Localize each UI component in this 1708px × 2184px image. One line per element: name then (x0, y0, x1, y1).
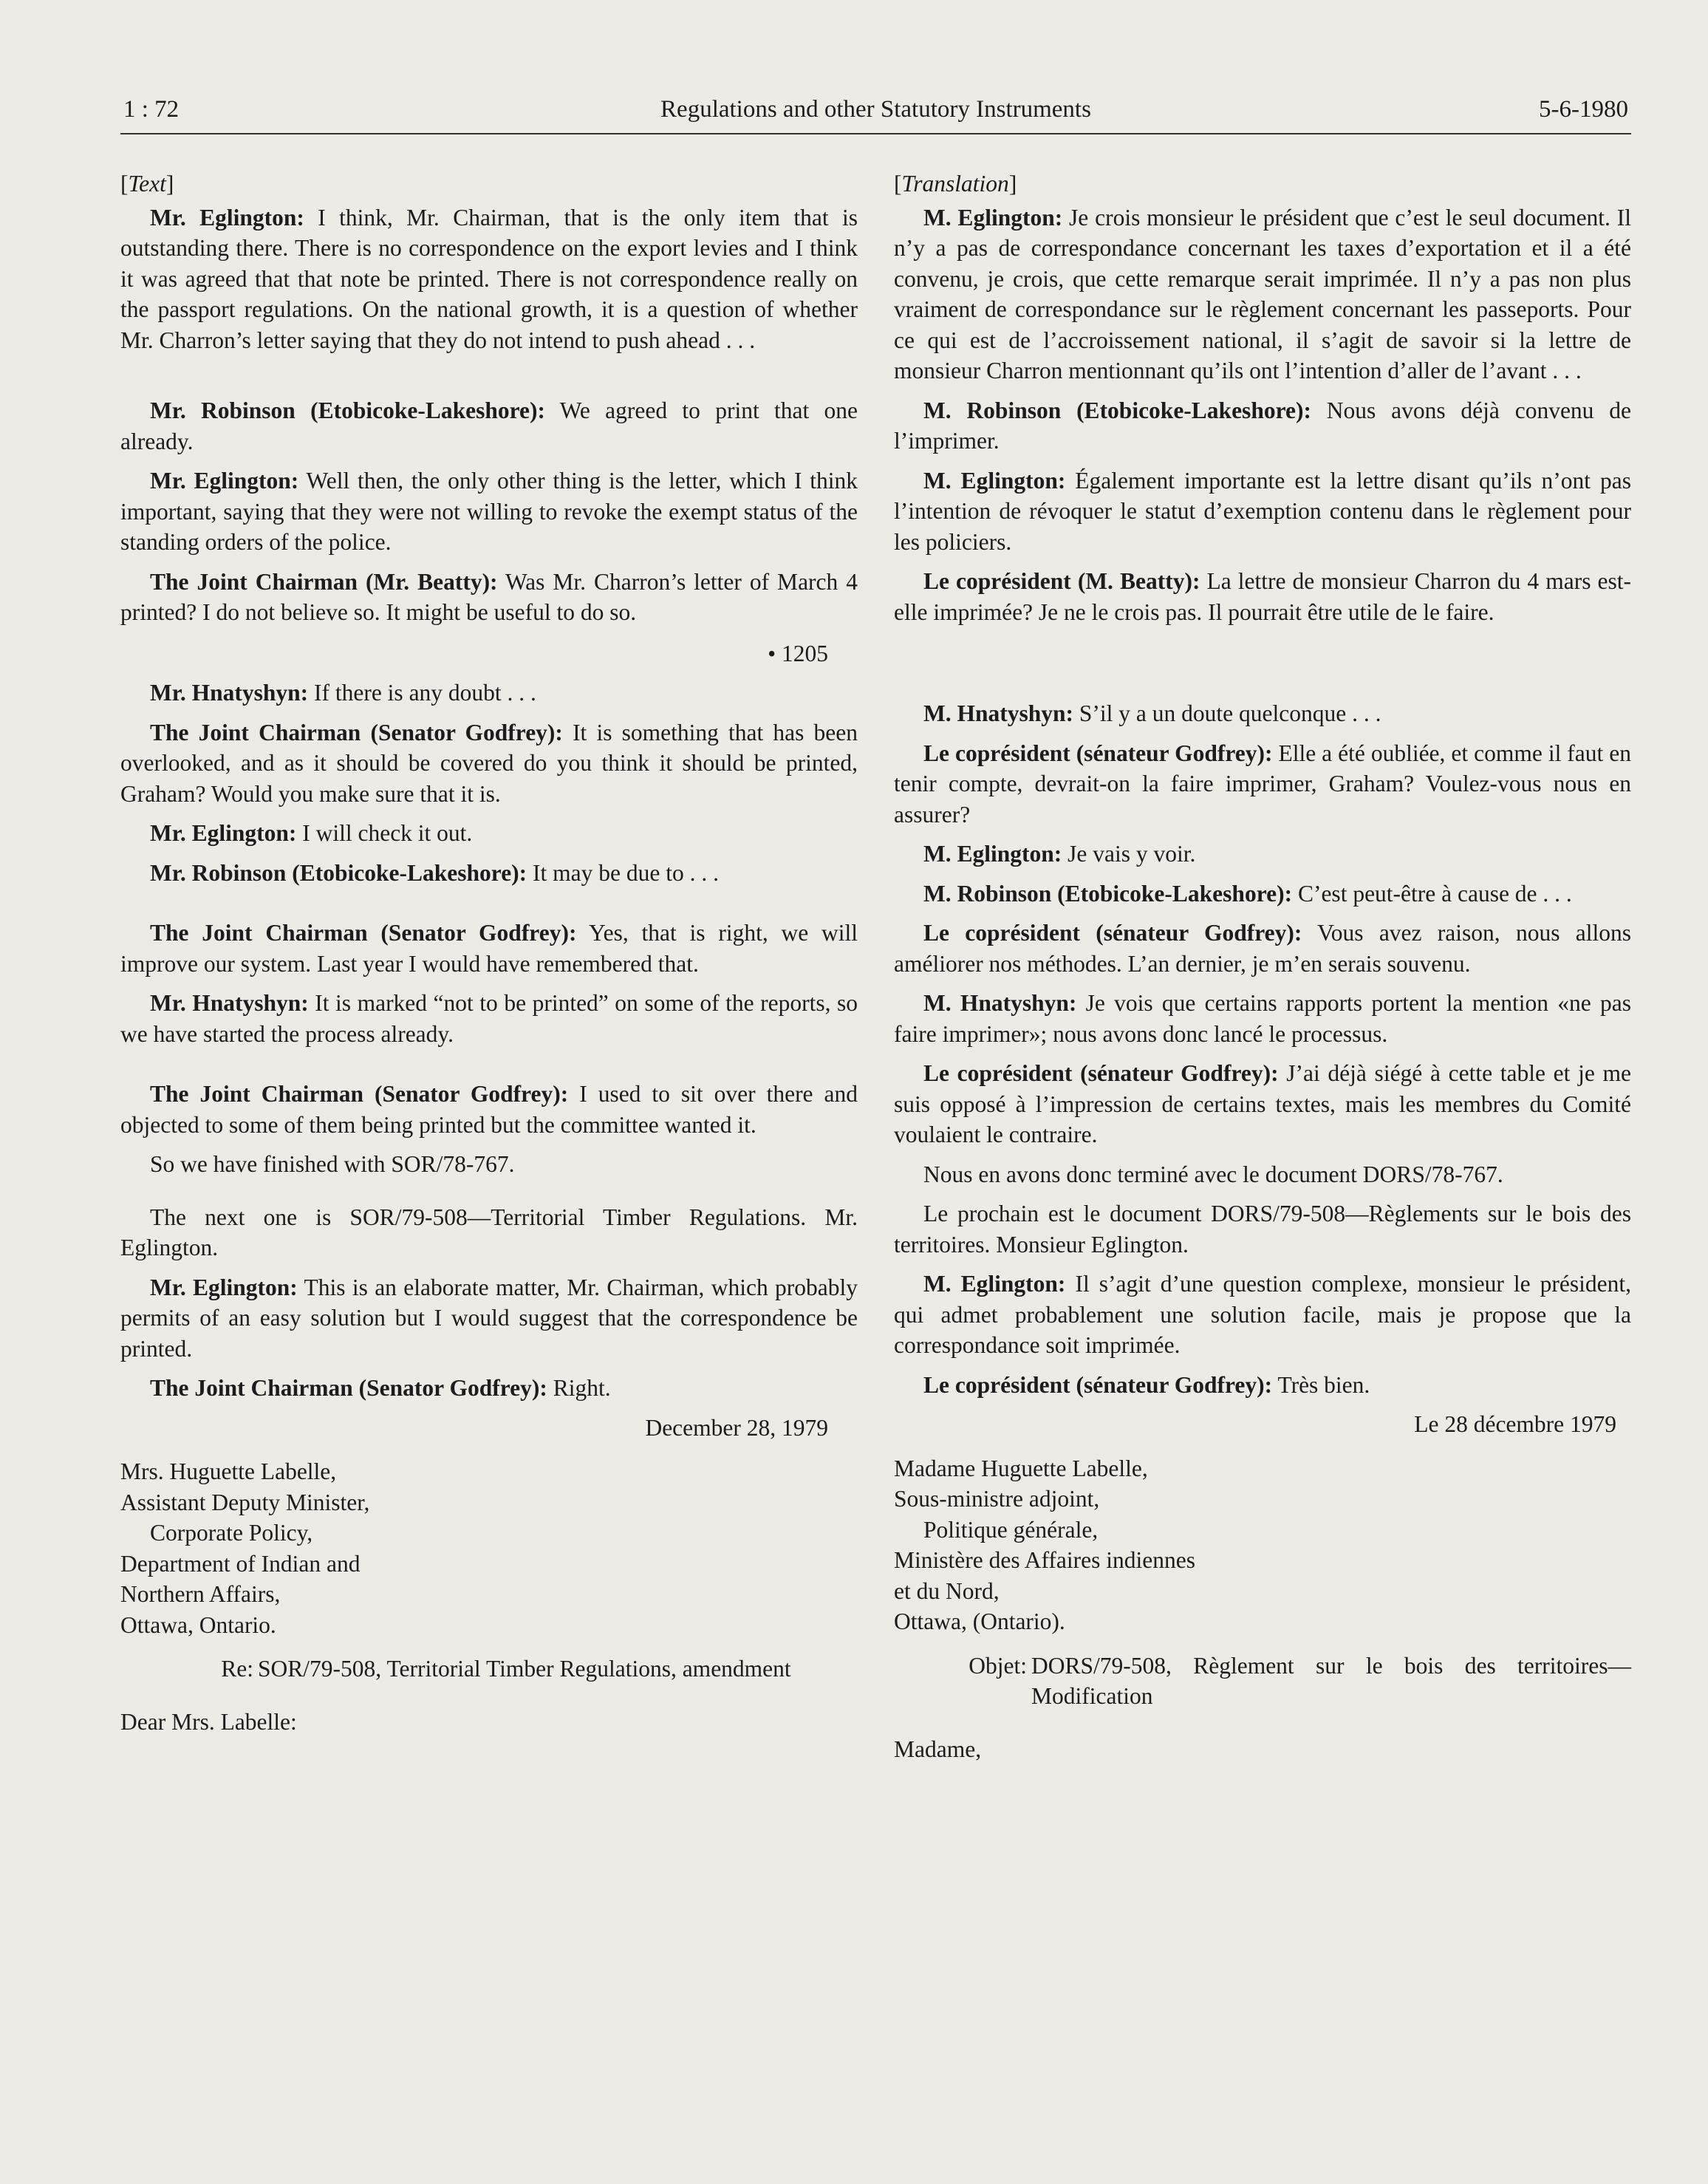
paragraph: The next one is SOR/79-508—Territorial Timber Regulations. Mr. Eglington. (120, 1204, 858, 1260)
speaker: The Joint Chairman (Senator Godfrey): (150, 1375, 547, 1401)
speaker: Mr. Eglington: (150, 204, 304, 231)
address-line: Ottawa, (Ontario). (894, 1608, 1065, 1634)
speaker: Mr. Hnatyshyn: (150, 990, 309, 1016)
page-number: 1 : 72 (123, 96, 180, 123)
letter-address (894, 1453, 1631, 1637)
address-line: Ministère des Affaires indiennes (894, 1547, 1195, 1573)
paragraph (120, 678, 858, 709)
speaker: The Joint Chairman (Senator Godfrey): (150, 1081, 569, 1107)
speech: Was Mr. Charron’s letter of March 4 printed? I do not believe so. It might be useful to do so. (120, 568, 858, 625)
speaker: M. Eglington: (923, 467, 1066, 494)
speaker: Mr. Eglington: (150, 820, 297, 846)
speech: I will check it out. (296, 820, 473, 846)
subject-label: Re: (221, 1656, 253, 1682)
salutation: Madame, (894, 1736, 982, 1762)
speech: It may be due to . . . (527, 859, 719, 886)
speaker: M. Robinson (Etobicoke-Lakeshore): (923, 397, 1311, 423)
speech: We agreed to print that one already. (120, 397, 858, 454)
speaker: The Joint Chairman (Mr. Beatty): (150, 568, 498, 595)
paragraph (894, 1269, 1631, 1361)
speech: Je vais y voir. (1062, 841, 1196, 867)
speech: Yes, that is right, we will improve our system. Last year I would have remembered that. (120, 920, 858, 977)
paragraph (894, 918, 1631, 979)
address-line: Mrs. Huguette Labelle, (120, 1458, 337, 1484)
section-label: [Text] (120, 171, 174, 197)
paragraph (894, 738, 1631, 830)
speech: Il s’agit d’une question complexe, monsieur le président, qui admet probablement une solution facile, mais je propose que la correspondance soit imprimée. (894, 1271, 1631, 1358)
speaker: Mr. Robinson (Etobicoke-Lakeshore): (150, 397, 545, 423)
paragraph (120, 567, 858, 628)
speaker: Le coprésident (sénateur Godfrey): (923, 740, 1273, 766)
timestamp-marker: • 1205 (768, 640, 828, 666)
paragraph (120, 818, 858, 849)
speech: Très bien. (1272, 1371, 1370, 1398)
speaker: Le coprésident (M. Beatty): (923, 568, 1200, 594)
speech: La lettre de monsieur Charron du 4 mars est-elle imprimée? Je ne le crois pas. Il pourrait être utile de le faire. (894, 568, 1631, 625)
speech: I think, Mr. Chairman, that is the only item that is outstanding there. There is no correspondence on the export levies and I think it was agreed that that note be printed. There is not correspondence really on the passport regulations. On the national growth, it is a question of whether Mr. Charron’s letter saying that they do not intend to push ahead . . . (120, 204, 858, 353)
paragraph (120, 1079, 858, 1140)
paragraph (894, 1370, 1631, 1401)
paragraph (894, 698, 1631, 729)
paragraph: So we have finished with SOR/78-767. (150, 1151, 515, 1177)
speaker: M. Hnatyshyn: (923, 700, 1074, 726)
speech: Je vois que certains rapports portent la mention «ne pas faire imprimer»; nous avons donc lancé le processus. (894, 990, 1631, 1047)
letter-subject (894, 1651, 1631, 1712)
address-line: Assistant Deputy Minister, (120, 1489, 370, 1515)
speech: Vous avez raison, nous allons améliorer nos méthodes. L’an dernier, je m’en serais souvenu. (894, 920, 1631, 977)
speech: This is an elaborate matter, Mr. Chairman, which probably permits of an easy solution but I would suggest that the correspondence be printed. (120, 1274, 858, 1362)
speech: Right. (547, 1375, 611, 1401)
speech: Elle a été oubliée, et comme il faut en tenir compte, devrait-on la faire imprimer, Graham? Voulez-vous nous en assurer? (894, 740, 1631, 827)
speaker: M. Eglington: (923, 1271, 1066, 1297)
address-line: Madame Huguette Labelle, (894, 1455, 1148, 1481)
letter-address (120, 1456, 858, 1640)
speech: Je crois monsieur le président que c’est le seul document. Il n’y a pas de correspondance concernant les taxes d’exportation et il a été convenu, je crois, que cette remarque serait imprimée. Il n’y a pas non plus vraiment de correspondance sur le règlement concernant les passeports. Pour ce qui est de l’accroissement national, il s’agit de savoir si la lettre de monsieur Charron mentionnant qu’ils ont l’intention d’aller de l’avant . . . (894, 204, 1631, 383)
speech: S’il y a un doute quelconque . . . (1073, 700, 1381, 726)
running-title: Regulations and other Statutory Instruments (660, 96, 1091, 123)
paragraph (120, 395, 858, 457)
paragraph (894, 395, 1631, 457)
paragraph (894, 878, 1631, 910)
paragraph (894, 566, 1631, 627)
paragraph (120, 858, 858, 889)
subject-label: Objet: (969, 1652, 1027, 1679)
letter-subject (120, 1654, 858, 1685)
letter-date: Le 28 décembre 1979 (1414, 1411, 1616, 1437)
speech: If there is any doubt . . . (308, 680, 536, 706)
speaker: M. Robinson (Etobicoke-Lakeshore): (923, 880, 1293, 907)
french-column (894, 168, 1631, 1764)
paragraph (894, 202, 1631, 386)
speaker: Mr. Robinson (Etobicoke-Lakeshore): (150, 859, 527, 886)
speaker: Le coprésident (sénateur Godfrey): (923, 920, 1302, 946)
address-line: Corporate Policy, (150, 1520, 313, 1546)
header-date: 5-6-1980 (1539, 96, 1628, 123)
letter-date: December 28, 1979 (645, 1414, 828, 1441)
speech: It is marked “not to be printed” on some of the reports, so we have started the process already. (120, 990, 858, 1047)
address-line: Politique générale, (923, 1516, 1099, 1543)
speaker: Le coprésident (sénateur Godfrey): (923, 1371, 1273, 1398)
address-line: Department of Indian and (120, 1550, 361, 1577)
speaker: Mr. Hnatyshyn: (150, 680, 309, 706)
speaker: The Joint Chairman (Senator Godfrey): (150, 920, 577, 946)
speaker: Mr. Eglington: (150, 468, 299, 494)
speaker: M. Eglington: (923, 841, 1062, 867)
paragraph: Le prochain est le document DORS/79-508—Règlements sur le bois des territoires. Monsieur Eglington. (894, 1201, 1631, 1257)
speaker: M. Eglington: (923, 204, 1063, 231)
speaker: Mr. Eglington: (150, 1274, 298, 1300)
paragraph (120, 202, 858, 356)
speech: It is something that has been overlooked, and as it should be covered do you think it should be printed, Graham? Would you make sure that it is. (120, 719, 858, 807)
paragraph (120, 1373, 858, 1404)
page-header (120, 96, 1631, 134)
paragraph (894, 988, 1631, 1049)
address-line: Sous-ministre adjoint, (894, 1486, 1100, 1512)
section-label: [Translation] (894, 171, 1017, 197)
speech: Well then, the only other thing is the letter, which I think important, saying that they were not willing to revoke the exempt status of the standing orders of the police. (120, 468, 858, 555)
speaker: M. Hnatyshyn: (923, 990, 1077, 1016)
address-line: et du Nord, (894, 1577, 1000, 1604)
paragraph (120, 717, 858, 810)
paragraph: Nous en avons donc terminé avec le document DORS/78-767. (923, 1161, 1503, 1187)
address-line: Northern Affairs, (120, 1581, 281, 1607)
paragraph (120, 465, 858, 558)
paragraph (894, 1058, 1631, 1150)
english-column (120, 168, 858, 1737)
speaker: Le coprésident (sénateur Godfrey): (923, 1060, 1279, 1086)
salutation: Dear Mrs. Labelle: (120, 1708, 297, 1735)
speech: I used to sit over there and objected to some of them being printed but the committee wanted it. (120, 1081, 858, 1138)
paragraph (120, 1272, 858, 1365)
paragraph (120, 988, 858, 1049)
speech: J’ai déjà siégé à cette table et je me suis opposé à l’impression de certains textes, mais les membres du Comité voulaient le contraire. (894, 1060, 1631, 1147)
speech: Nous avons déjà convenu de l’imprimer. (894, 397, 1631, 454)
speech: C’est peut-être à cause de . . . (1292, 880, 1572, 907)
paragraph (894, 839, 1631, 870)
subject-text: SOR/79-508, Territorial Timber Regulations, amendment (258, 1656, 791, 1682)
paragraph (120, 918, 858, 979)
paragraph (894, 465, 1631, 558)
speech: Également importante est la lettre disant qu’ils n’ont pas l’intention de révoquer le statut d’exemption contenu dans le règlement pour les policiers. (894, 467, 1631, 555)
subject-text: DORS/79-508, Règlement sur le bois des territoires—Modification (1031, 1652, 1631, 1709)
speaker: The Joint Chairman (Senator Godfrey): (150, 719, 563, 745)
address-line: Ottawa, Ontario. (120, 1611, 276, 1638)
